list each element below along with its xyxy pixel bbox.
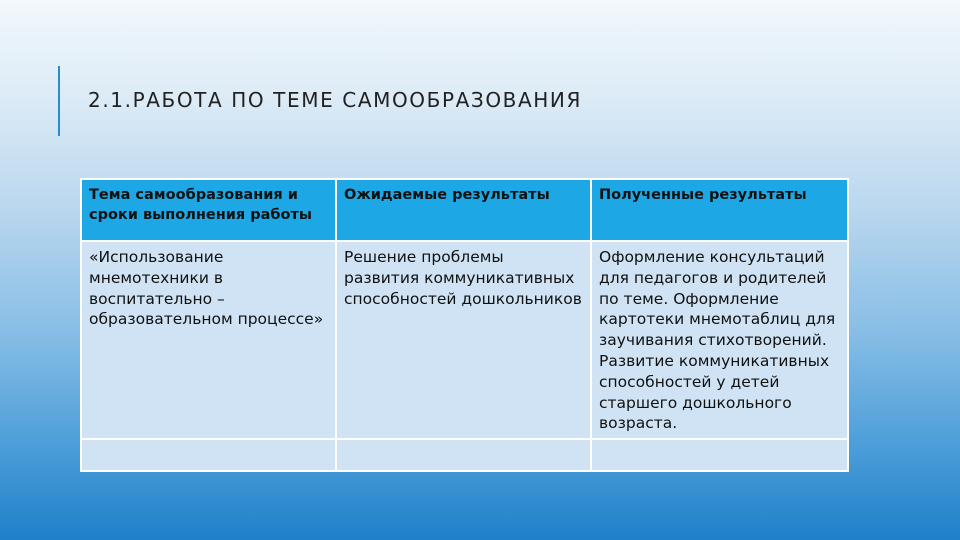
cell-empty [591,439,848,471]
title-accent-bar [58,66,60,136]
table-row [81,241,848,439]
cell-expected-results: Решение проблемы развития коммуникативных способностей дошкольников [336,241,591,439]
header-expected-results: Ожидаемые результаты [336,179,591,241]
table-header-row [81,179,848,241]
slide-title: 2.1.РАБОТА ПО ТЕМЕ САМООБРАЗОВАНИЯ [88,88,582,112]
header-obtained-results: Полученные результаты [591,179,848,241]
table-row-empty [81,439,848,471]
self-education-table [80,178,849,472]
cell-empty [336,439,591,471]
header-topic: Тема самообразования и сроки выполнения работы [81,179,336,241]
cell-obtained-results: Оформление консультаций для педагогов и родителей по теме. Оформление картотеки мнемотаблиц для заучивания стихотворений. Развитие коммуникативных способностей у детей старшего дошкольного возраста. [591,241,848,439]
cell-topic: «Использование мнемотехники в воспитательно – образовательном процессе» [81,241,336,439]
cell-empty [81,439,336,471]
